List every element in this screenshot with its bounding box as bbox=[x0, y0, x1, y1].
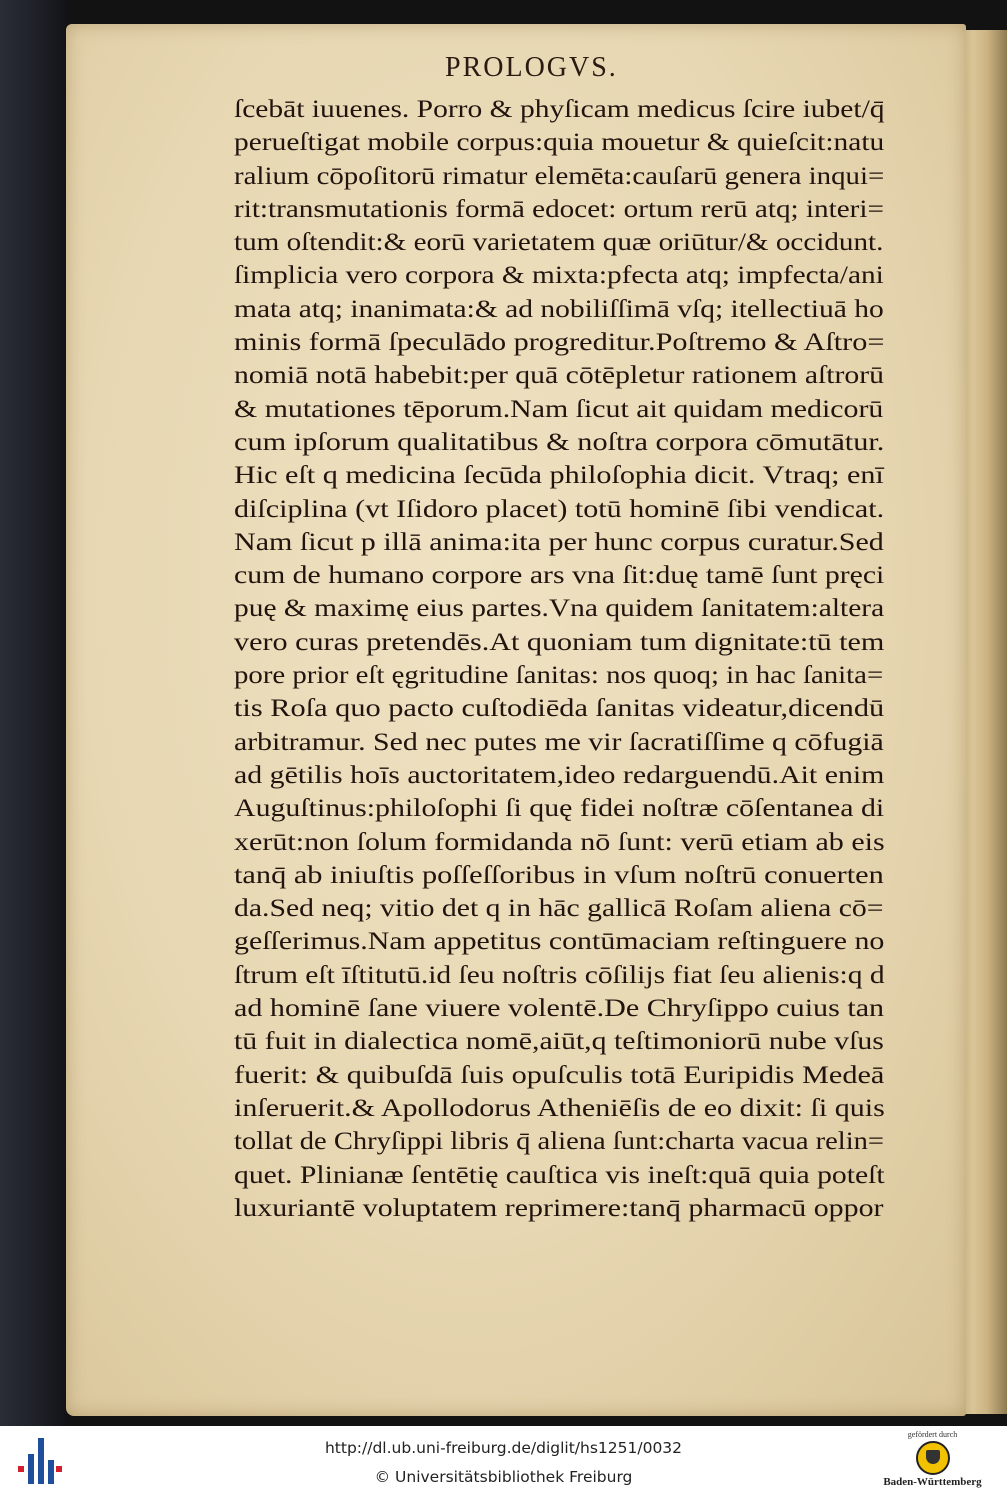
page-text-block bbox=[234, 92, 884, 1224]
text-line: ſcebāt iuuenes. Porro & phyſicam medicus ſcire iubet/q̄ bbox=[234, 94, 885, 123]
text-line: tis Roſa quo pacto cuſtodiēda ſanitas videatur,dicendū bbox=[234, 693, 885, 723]
text-line: minis formā ſpeculādo progreditur.Poſtremo & Aſtro= bbox=[234, 327, 885, 357]
text-line: tanq̄ ab iniuſtis poſſeſſoribus in vſum noſtrū conuerten bbox=[234, 859, 884, 889]
text-line: tollat de Chryſippi libris q̄ aliena ſunt:charta vacua relin= bbox=[234, 1126, 884, 1156]
funder-state-name: Baden-Württemberg bbox=[883, 1476, 982, 1488]
coat-of-arms-icon bbox=[916, 1441, 950, 1475]
text-line: Auguſtinus:philoſophi ſi quę fidei noſtræ cōſentanea di bbox=[234, 793, 885, 823]
text-line: tū fuit in dialectica nomē,aiūt,q teſtimoniorū nube vſus bbox=[234, 1026, 884, 1056]
text-line: cum ipſorum qualitatibus & noſtra corpora cōmutātur. bbox=[234, 426, 885, 456]
book-cover-edge bbox=[0, 0, 70, 1426]
text-line: ad gētilis hoīs auctoritatem,ideo redarguendū.Ait enim bbox=[234, 759, 885, 789]
text-line: pore prior eſt ęgritudine ſanitas: nos quoq; in hac ſanita= bbox=[234, 660, 884, 690]
text-line: ad hominē ſane viuere volentē.De Chryſippo cuius tan bbox=[234, 993, 885, 1023]
text-line: puę & maximę eius partes.Vna quidem ſanitatem:altera bbox=[234, 593, 885, 623]
text-line: ſimplicia vero corpora & mixta:pfecta atq; impfecta/ani bbox=[234, 260, 884, 290]
text-line: tum oſtendit:& eorū varietatem quæ oriūtur/& occidunt. bbox=[234, 227, 884, 257]
text-line: nomiā notā habebit:per quā cōtēpletur rationem aſtrorū bbox=[234, 360, 885, 390]
text-line: Hic eſt q medicina ſecūda philoſophia dicit. Vtraq; enī bbox=[234, 460, 884, 490]
text-line: xerūt:non ſolum formidanda nō ſunt: verū etiam ab eis bbox=[234, 826, 885, 856]
funder-badge bbox=[870, 1430, 995, 1492]
text-line: mata atq; inanimata:& ad nobiliſſimā vſq; itellectiuā ho bbox=[234, 293, 884, 323]
text-line: ralium cōpoſitorū rimatur elemēta:cauſarū genera inqui= bbox=[234, 160, 885, 190]
running-header: PROLOGVS. bbox=[445, 52, 618, 83]
text-line: fuerit: & quibuſdā ſuis opuſculis totā Euripidis Medeā bbox=[234, 1059, 885, 1089]
viewer-footer bbox=[0, 1426, 1007, 1496]
text-line: arbitramur. Sed nec putes me vir ſacratiſſime q cōfugiā bbox=[234, 726, 884, 756]
text-line: geſſerimus.Nam appetitus contūmaciam reſtinguere no bbox=[234, 926, 885, 956]
text-line: rit:transmutationis formā edocet: ortum rerū atq; interi= bbox=[234, 193, 884, 223]
text-line: vero curas pretendēs.At quoniam tum dignitate:tū tem bbox=[234, 626, 885, 656]
text-line: luxuriantē voluptatem reprimere:tanq̄ pharmacū oppor bbox=[234, 1192, 884, 1222]
text-line: ſtrum eſt īſtitutū.id ſeu noſtris cōſilijs fiat ſeu alienis:q d bbox=[234, 959, 885, 989]
funder-caption: gefördert durch bbox=[907, 1430, 958, 1439]
text-line: da.Sed neq; vitio det q in hāc gallicā Roſam aliena cō= bbox=[234, 893, 884, 923]
permalink-url[interactable]: http://dl.ub.uni-freiburg.de/diglit/hs1251/0032 bbox=[324, 1439, 683, 1457]
text-line: inſeruerit.& Apollodorus Atheniēſis de eo dixit: ſi quis bbox=[234, 1092, 885, 1122]
text-line: & mutationes tēporum.Nam ſicut ait quidam medicorū bbox=[234, 393, 884, 423]
text-line: quet. Plinianæ ſentētię cauſtica vis ineſt:quā quia poteſt bbox=[234, 1159, 885, 1189]
text-line: perueſtigat mobile corpus:quia mouetur & quieſcit:natu bbox=[234, 127, 885, 157]
text-line: diſciplina (vt Iſidoro placet) totū hominē ſibi vendicat. bbox=[234, 493, 885, 523]
text-line: cum de humano corpore ars vna ſit:duę tamē ſunt pręci bbox=[234, 560, 885, 590]
copyright-notice: © Universitätsbibliothek Freiburg bbox=[374, 1468, 633, 1486]
text-line: Nam ſicut p illā anima:ita per hunc corpus curatur.Sed bbox=[234, 526, 884, 556]
